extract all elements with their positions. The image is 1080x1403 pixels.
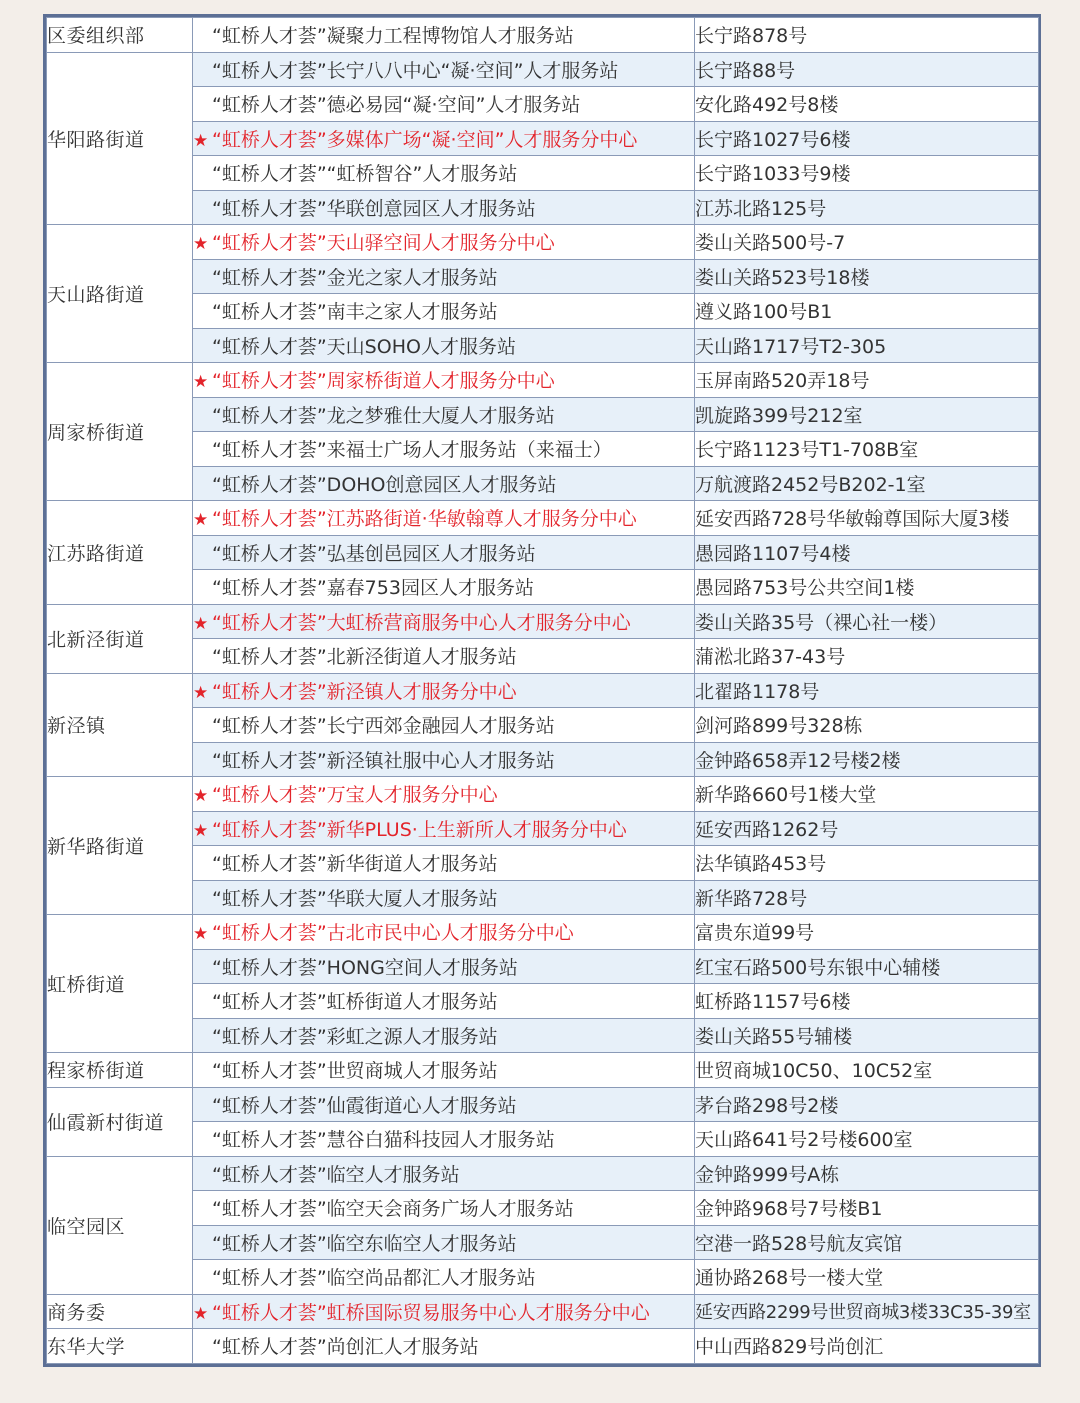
table-row — [47, 87, 1039, 122]
station-address: 世贸商城10C50、10C52室 — [695, 1053, 1039, 1088]
station-address: 延安西路728号华敏翰尊国际大厦3楼 — [695, 501, 1039, 536]
station-name: “虹桥人才荟”临空人才服务站 — [212, 1163, 460, 1186]
table-row — [47, 949, 1039, 984]
district-cell: 仙霞新村街道 — [47, 1087, 193, 1156]
station-name: “虹桥人才荟”南丰之家人才服务站 — [212, 301, 498, 324]
district-cell: 周家桥街道 — [47, 363, 193, 501]
station-name: “虹桥人才荟”嘉春753园区人才服务站 — [212, 577, 534, 600]
station-address: 娄山关路500号-7 — [695, 225, 1039, 260]
station-name: “虹桥人才荟”新泾镇人才服务分中心 — [212, 680, 517, 703]
star-icon: ★ — [193, 510, 209, 531]
table-row — [47, 18, 1039, 53]
station-name-cell — [193, 915, 695, 950]
station-name: “虹桥人才荟”德必易园“凝·空间”人才服务站 — [212, 94, 581, 117]
district-cell: 临空园区 — [47, 1156, 193, 1294]
station-address: 延安西路2299号世贸商城3楼33C35-39室 — [695, 1294, 1039, 1329]
table-row — [47, 432, 1039, 467]
station-address: 富贵东道99号 — [695, 915, 1039, 950]
station-name-cell — [193, 673, 695, 708]
table-row — [47, 1294, 1039, 1329]
station-address: 北翟路1178号 — [695, 673, 1039, 708]
station-name: “虹桥人才荟”世贸商城人才服务站 — [212, 1060, 498, 1083]
station-name-cell — [193, 708, 695, 743]
table-row — [47, 190, 1039, 225]
station-name: “虹桥人才荟”虹桥街道人才服务站 — [212, 991, 498, 1014]
district-cell: 新泾镇 — [47, 673, 193, 777]
station-name-cell — [193, 604, 695, 639]
station-name-cell — [193, 225, 695, 260]
district-cell: 区委组织部 — [47, 18, 193, 53]
star-icon: ★ — [193, 682, 209, 703]
station-name-cell — [193, 259, 695, 294]
district-cell: 华阳路街道 — [47, 52, 193, 225]
station-name: “虹桥人才荟”来福士广场人才服务站（来福士） — [212, 439, 612, 462]
table-row — [47, 1087, 1039, 1122]
station-address: 娄山关路523号18楼 — [695, 259, 1039, 294]
district-cell: 新华路街道 — [47, 777, 193, 915]
station-name: “虹桥人才荟”龙之梦雅仕大厦人才服务站 — [212, 404, 555, 427]
station-name: “虹桥人才荟”古北市民中心人才服务分中心 — [212, 922, 574, 945]
table-row — [47, 673, 1039, 708]
station-name-cell — [193, 121, 695, 156]
station-name-cell — [193, 949, 695, 984]
station-address: 娄山关路35号（裸心社一楼） — [695, 604, 1039, 639]
station-address: 法华镇路453号 — [695, 846, 1039, 881]
station-name-cell — [193, 1260, 695, 1295]
station-address: 中山西路829号尚创汇 — [695, 1329, 1039, 1364]
station-name-cell — [193, 52, 695, 87]
table-row — [47, 259, 1039, 294]
table-row — [47, 397, 1039, 432]
table-row — [47, 915, 1039, 950]
table-row — [47, 777, 1039, 812]
station-address: 天山路1717号T2-305 — [695, 328, 1039, 363]
station-name-cell — [193, 742, 695, 777]
station-name: “虹桥人才荟”金光之家人才服务站 — [212, 266, 498, 289]
station-name-cell — [193, 328, 695, 363]
station-name-cell — [193, 466, 695, 501]
station-name: “虹桥人才荟”临空尚品都汇人才服务站 — [212, 1267, 536, 1290]
station-address: 金钟路968号7号楼B1 — [695, 1191, 1039, 1226]
table-row — [47, 984, 1039, 1019]
station-address: 茅台路298号2楼 — [695, 1087, 1039, 1122]
station-name: “虹桥人才荟”新泾镇社服中心人才服务站 — [212, 749, 555, 772]
station-address: 长宁路1123号T1-708B室 — [695, 432, 1039, 467]
station-name: “虹桥人才荟”“虹桥智谷”人才服务站 — [212, 163, 518, 186]
station-name-cell — [193, 18, 695, 53]
table-row — [47, 501, 1039, 536]
table-row — [47, 121, 1039, 156]
station-address: 江苏北路125号 — [695, 190, 1039, 225]
station-name: “虹桥人才荟”华联大厦人才服务站 — [212, 887, 498, 910]
station-name: “虹桥人才荟”新华PLUS·上生新所人才服务分中心 — [212, 818, 627, 841]
station-address: 天山路641号2号楼600室 — [695, 1122, 1039, 1157]
station-name-cell — [193, 294, 695, 329]
station-name-cell — [193, 1087, 695, 1122]
station-name-cell — [193, 190, 695, 225]
star-icon: ★ — [193, 1303, 209, 1324]
station-address: 新华路728号 — [695, 880, 1039, 915]
station-name: “虹桥人才荟”天山SOHO人才服务站 — [212, 335, 516, 358]
station-name-cell — [193, 570, 695, 605]
table-row — [47, 466, 1039, 501]
table-row — [47, 604, 1039, 639]
star-icon: ★ — [193, 130, 209, 151]
station-name-cell — [193, 880, 695, 915]
star-icon: ★ — [193, 924, 209, 945]
table-row — [47, 811, 1039, 846]
station-address: 蒲淞北路37-43号 — [695, 639, 1039, 674]
station-name: “虹桥人才荟”仙霞街道心人才服务站 — [212, 1094, 517, 1117]
table-row — [47, 328, 1039, 363]
star-icon: ★ — [193, 372, 209, 393]
district-cell: 天山路街道 — [47, 225, 193, 363]
station-name: “虹桥人才荟”虹桥国际贸易服务中心人才服务分中心 — [212, 1301, 650, 1324]
station-address: 空港一路528号航友宾馆 — [695, 1225, 1039, 1260]
station-address: 剑河路899号328栋 — [695, 708, 1039, 743]
star-icon: ★ — [193, 613, 209, 634]
station-name: “虹桥人才荟”江苏路街道·华敏翰尊人才服务分中心 — [212, 508, 637, 531]
station-name-cell — [193, 363, 695, 398]
table-row — [47, 639, 1039, 674]
table-row — [47, 225, 1039, 260]
station-name-cell — [193, 811, 695, 846]
station-address: 新华路660号1楼大堂 — [695, 777, 1039, 812]
district-cell: 虹桥街道 — [47, 915, 193, 1053]
station-name-cell — [193, 1156, 695, 1191]
table-row — [47, 1053, 1039, 1088]
station-name-cell — [193, 87, 695, 122]
station-grid — [46, 17, 1039, 1364]
station-name-cell — [193, 1122, 695, 1157]
station-name-cell — [193, 1329, 695, 1364]
table-row — [47, 363, 1039, 398]
station-name: “虹桥人才荟”北新泾街道人才服务站 — [212, 646, 517, 669]
station-name-cell — [193, 432, 695, 467]
table-row — [47, 294, 1039, 329]
station-address: 玉屏南路520弄18号 — [695, 363, 1039, 398]
station-name: “虹桥人才荟”慧谷白猫科技园人才服务站 — [212, 1129, 555, 1152]
station-address: 娄山关路55号辅楼 — [695, 1018, 1039, 1053]
table-row — [47, 1191, 1039, 1226]
station-name: “虹桥人才荟”弘基创邑园区人才服务站 — [212, 542, 536, 565]
star-icon: ★ — [193, 786, 209, 807]
station-name: “虹桥人才荟”长宁八八中心“凝·空间”人才服务站 — [212, 59, 619, 82]
station-name-cell — [193, 777, 695, 812]
station-address: 红宝石路500号东银中心辅楼 — [695, 949, 1039, 984]
station-name: “虹桥人才荟”彩虹之源人才服务站 — [212, 1025, 498, 1048]
table-row — [47, 1122, 1039, 1157]
table-row — [47, 742, 1039, 777]
district-cell: 东华大学 — [47, 1329, 193, 1364]
district-cell: 商务委 — [47, 1294, 193, 1329]
station-address: 通协路268号一楼大堂 — [695, 1260, 1039, 1295]
station-address: 愚园路753号公共空间1楼 — [695, 570, 1039, 605]
station-name-cell — [193, 846, 695, 881]
station-name: “虹桥人才荟”大虹桥营商服务中心人才服务分中心 — [212, 611, 631, 634]
station-name-cell — [193, 1053, 695, 1088]
station-name: “虹桥人才荟”天山驿空间人才服务分中心 — [212, 232, 555, 255]
station-address: 长宁路88号 — [695, 52, 1039, 87]
station-name: “虹桥人才荟”HONG空间人才服务站 — [212, 956, 518, 979]
table-row — [47, 1156, 1039, 1191]
station-address: 安化路492号8楼 — [695, 87, 1039, 122]
station-name: “虹桥人才荟”新华街道人才服务站 — [212, 853, 498, 876]
station-address: 遵义路100号B1 — [695, 294, 1039, 329]
station-address: 金钟路999号A栋 — [695, 1156, 1039, 1191]
station-name: “虹桥人才荟”华联创意园区人才服务站 — [212, 197, 536, 220]
talent-station-table — [43, 14, 1041, 1367]
station-address: 愚园路1107号4楼 — [695, 535, 1039, 570]
table-row — [47, 1260, 1039, 1295]
station-name-cell — [193, 501, 695, 536]
station-address: 延安西路1262号 — [695, 811, 1039, 846]
table-row — [47, 156, 1039, 191]
station-grid-body — [47, 18, 1039, 1364]
station-name-cell — [193, 156, 695, 191]
table-row — [47, 708, 1039, 743]
district-cell: 江苏路街道 — [47, 501, 193, 605]
station-name-cell — [193, 1294, 695, 1329]
station-address: 凯旋路399号212室 — [695, 397, 1039, 432]
station-address: 长宁路1027号6楼 — [695, 121, 1039, 156]
station-name: “虹桥人才荟”长宁西郊金融园人才服务站 — [212, 715, 555, 738]
station-address: 长宁路878号 — [695, 18, 1039, 53]
star-icon: ★ — [193, 820, 209, 841]
table-row — [47, 570, 1039, 605]
station-name-cell — [193, 1225, 695, 1260]
station-name: “虹桥人才荟”临空东临空人才服务站 — [212, 1232, 517, 1255]
table-row — [47, 535, 1039, 570]
station-address: 万航渡路2452号B202-1室 — [695, 466, 1039, 501]
station-name: “虹桥人才荟”多媒体广场“凝·空间”人才服务分中心 — [212, 128, 638, 151]
star-icon: ★ — [193, 234, 209, 255]
table-row — [47, 880, 1039, 915]
station-name-cell — [193, 1018, 695, 1053]
station-name-cell — [193, 1191, 695, 1226]
station-name: “虹桥人才荟”周家桥街道人才服务分中心 — [212, 370, 555, 393]
table-row — [47, 52, 1039, 87]
station-address: 虹桥路1157号6楼 — [695, 984, 1039, 1019]
station-name-cell — [193, 639, 695, 674]
station-name: “虹桥人才荟”尚创汇人才服务站 — [212, 1336, 479, 1359]
station-address: 金钟路658弄12号楼2楼 — [695, 742, 1039, 777]
table-row — [47, 1329, 1039, 1364]
table-row — [47, 846, 1039, 881]
table-row — [47, 1018, 1039, 1053]
district-cell: 程家桥街道 — [47, 1053, 193, 1088]
station-name: “虹桥人才荟”万宝人才服务分中心 — [212, 784, 498, 807]
station-name: “虹桥人才荟”凝聚力工程博物馆人才服务站 — [212, 25, 574, 48]
station-name-cell — [193, 535, 695, 570]
station-name: “虹桥人才荟”临空天会商务广场人才服务站 — [212, 1198, 574, 1221]
station-name: “虹桥人才荟”DOHO创意园区人才服务站 — [212, 473, 557, 496]
station-name-cell — [193, 397, 695, 432]
district-cell: 北新泾街道 — [47, 604, 193, 673]
station-name-cell — [193, 984, 695, 1019]
station-address: 长宁路1033号9楼 — [695, 156, 1039, 191]
table-row — [47, 1225, 1039, 1260]
